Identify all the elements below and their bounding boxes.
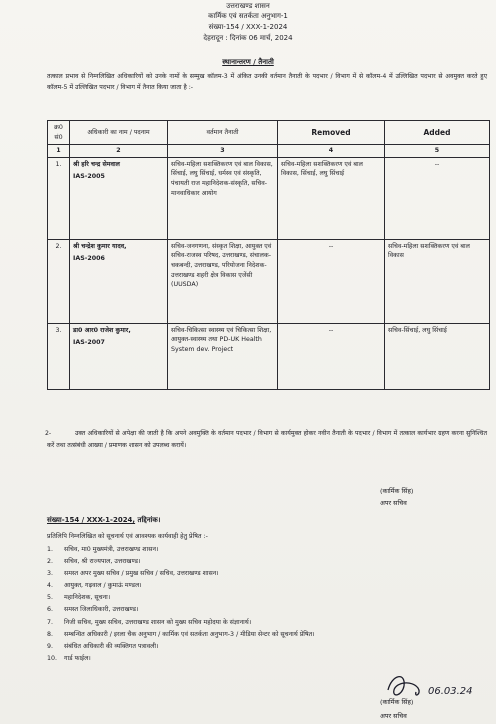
signatory-name: (कार्मिक सिंह) bbox=[380, 487, 414, 495]
signatory-designation-2: अपर सचिव bbox=[380, 712, 407, 720]
copy-intro: प्रतिलिपि निम्नलिखित को सूचनार्थ एवं आवश्यक कार्यवाही हेतु प्रेषित :- bbox=[47, 533, 208, 540]
index-cell: 2 bbox=[70, 145, 168, 158]
signatory-name-2: (कार्मिक सिंह) bbox=[380, 698, 414, 706]
officer-name: श्री चन्द्रेश कुमार यादव, bbox=[73, 242, 127, 250]
current-posting: सचिव-जनगणना, संस्कृत शिक्षा, आयुक्त एवं सचिव-राजस्व परिषद, उत्तराखण्ड, संचालक-चकबन्दी, उत्तराखण्ड, परियोजना निदेशक-उत्तराखण्ड शहरी क्षेत्र विकास एजेंसी (UUSDA) bbox=[168, 239, 278, 323]
paragraph-number: 2- bbox=[45, 430, 52, 437]
added-posting: सचिव-महिला सशक्तिकरण एवं बाल विकास bbox=[385, 239, 490, 323]
list-item: 6. समस्त जिलाधिकारी, उत्तराखण्ड। bbox=[47, 606, 139, 614]
row-sno: 3. bbox=[48, 323, 70, 389]
index-cell: 3 bbox=[168, 145, 278, 158]
index-cell: 5 bbox=[385, 145, 490, 158]
order-date: देहरादून : दिनांक 06 मार्च, 2024 bbox=[203, 34, 293, 42]
paragraph-2-text: उक्त अधिकारियों से अपेक्षा की जाती है कि अपने अवमुक्ति के वर्तमान पदभार / विभाग से कार्यमुक्त होकर नवीन तैनाती के पदभार / विभाग में तत्काल कार्यभार ग्रहण करना सुनिश्चित करें तथा तत्संबंधी आख्या / प्रमाणक शासन को उपलब्ध करायें। bbox=[47, 430, 487, 449]
list-item: 9. संबंधित अधिकारी की व्यक्तिगत पत्रावली। bbox=[47, 642, 159, 650]
copy-reference-number: संख्या-154 / XXX-1-2024, bbox=[47, 516, 136, 524]
table-row bbox=[48, 239, 490, 323]
list-item: 10. गार्ड फाईल। bbox=[47, 654, 91, 662]
order-number: संख्या-154 / XXX-1-2024 bbox=[208, 23, 288, 31]
officer-service: IAS-2006 bbox=[73, 255, 105, 263]
current-posting: सचिव-चिकित्सा स्वास्थ्य एवं चिकित्सा शिक्षा, आयुक्त-स्वास्थ्य तथा PD-UK Health System dev. Project bbox=[168, 323, 278, 389]
paragraph-2 bbox=[47, 428, 487, 452]
table-row bbox=[48, 323, 490, 389]
copy-list bbox=[47, 544, 487, 665]
header-added: Added bbox=[385, 121, 490, 145]
officer-cell bbox=[70, 323, 168, 389]
header-sno: क्र0 सं0 bbox=[48, 121, 70, 145]
intro-paragraph: तत्काल प्रभाव से निम्नलिखित अधिकारियों को उनके नामों के सम्मुख कॉलम-3 में अंकित उनकी वर्तमान तैनाती के पदभार / विभाग में से कॉलम-4 में उल्लिखित पदभार से अवमुक्त करते हुए कॉलम-5 में उल्लिखित पदभार / विभाग में तैनात किया जाता है :- bbox=[47, 73, 487, 91]
initials-date: 06.03.24 bbox=[428, 686, 473, 697]
officer-service: IAS-2005 bbox=[73, 173, 105, 181]
list-item: 5. महानिदेशक, सूचना। bbox=[47, 594, 111, 602]
list-item: 1. सचिव, मा0 मुख्यमंत्री, उत्तराखण्ड शासन। bbox=[47, 546, 159, 553]
officer-name: डा0 आर0 राजेश कुमार, bbox=[73, 326, 131, 334]
row-sno: 1. bbox=[48, 157, 70, 239]
department-name: कार्मिक एवं सतर्कता अनुभाग-1 bbox=[208, 12, 288, 20]
table-row bbox=[48, 157, 490, 239]
removed-posting: -- bbox=[278, 239, 385, 323]
header-officer: अधिकारी का नाम / पदनाम bbox=[70, 121, 168, 145]
officer-name: श्री हरि चन्द्र सेमवाल bbox=[73, 160, 120, 168]
index-cell: 1 bbox=[48, 145, 70, 158]
copy-reference bbox=[47, 516, 160, 525]
header-removed: Removed bbox=[278, 121, 385, 145]
removed-posting: सचिव-महिला सशक्तिकरण एवं बाल विकास, सिंचाई, लघु सिंचाई bbox=[278, 157, 385, 239]
added-posting: सचिव-सिंचाई, लघु सिंचाई bbox=[385, 323, 490, 389]
list-item: 2. सचिव, श्री राज्यपाल, उत्तराखण्ड। bbox=[47, 558, 141, 566]
signatory-designation: अपर सचिव bbox=[380, 499, 407, 507]
government-name: उत्तराखण्ड शासन bbox=[226, 2, 270, 10]
officer-cell bbox=[70, 157, 168, 239]
list-item: 3. समस्त अपर मुख्य सचिव / प्रमुख सचिव / सचिव, उत्तराखण्ड शासन। bbox=[47, 570, 219, 578]
added-posting: -- bbox=[385, 157, 490, 239]
list-item: 7. निजी सचिव, मुख्य सचिव, उत्तराखण्ड शासन को मुख्य सचिव महोदया के संज्ञानार्थ। bbox=[47, 618, 252, 626]
section-title: स्थानान्तरण / तैनाती bbox=[222, 58, 274, 66]
transfer-table bbox=[47, 120, 490, 390]
header-current-posting: वर्तमान तैनाती bbox=[168, 121, 278, 145]
copy-reference-date: तद्दिनांक। bbox=[135, 516, 161, 524]
list-item: 8. सम्बन्धित अधिकारी / इरला चैक अनुभाग / कार्मिक एवं सतर्कता अनुभाग-3 / मीडिया सेन्टर को सूचनार्थ प्रेषित। bbox=[47, 630, 315, 638]
table-header-row bbox=[48, 121, 490, 145]
table-index-row bbox=[48, 145, 490, 158]
removed-posting: -- bbox=[278, 323, 385, 389]
officer-service: IAS-2007 bbox=[73, 339, 105, 347]
index-cell: 4 bbox=[278, 145, 385, 158]
row-sno: 2. bbox=[48, 239, 70, 323]
current-posting: सचिव-महिला सशक्तिकरण एवं बाल विकास, सिंचाई, लघु सिंचाई, धर्मस्व एवं संस्कृति, पंचायती राज महानिदेशक-संस्कृति, सचिव-मानवाधिकार आयोग bbox=[168, 157, 278, 239]
list-item: 4. आयुक्त, गढ़वाल / कुमाऊं मण्डल। bbox=[47, 582, 142, 590]
officer-cell bbox=[70, 239, 168, 323]
